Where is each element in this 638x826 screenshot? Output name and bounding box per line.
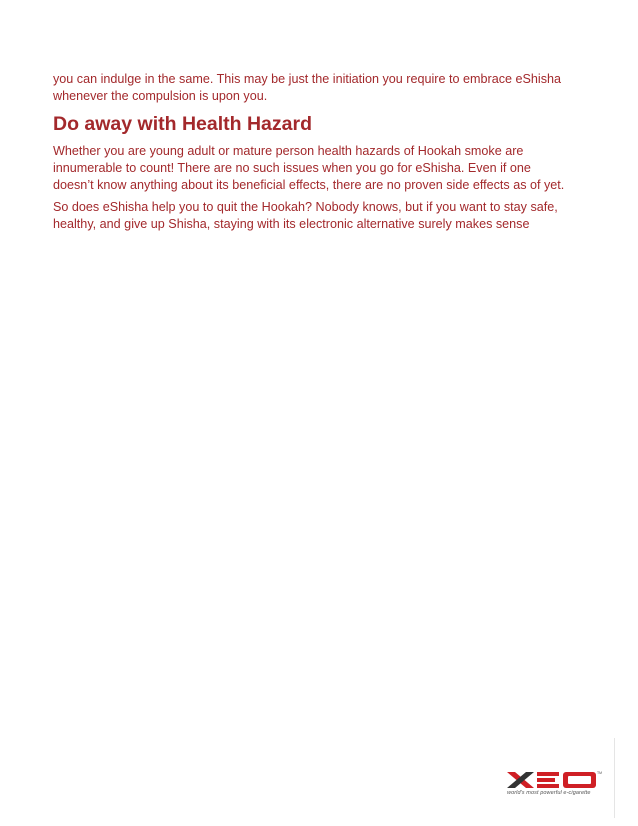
section-heading: Do away with Health Hazard (53, 113, 312, 135)
document-body (53, 71, 573, 233)
logo-letter-e (537, 772, 559, 788)
paragraph-continued: you can indulge in the same. This may be just the initiation you require to embrace eShisha whenever the compulsion is upon you. (53, 72, 562, 103)
logo-trademark: TM (597, 771, 603, 775)
logo-letter-o (563, 772, 596, 788)
footer-divider (614, 738, 615, 818)
paragraph-conclusion: So does eShisha help you to quit the Hookah? Nobody knows, but if you want to stay safe, healthy, and give up Shisha, staying with its electronic alternative surely makes sense (53, 200, 558, 231)
paragraph-health-hazards: Whether you are young adult or mature person health hazards of Hookah smoke are innumerable to count! There are no such issues when you go for eShisha. Even if one doesn’t know anything about its beneficial effects, there are no proven side effects as of yet. (53, 144, 565, 192)
xeo-logo (504, 768, 604, 808)
logo-tagline: world's most powerful e-cigarette (507, 790, 591, 796)
logo-letter-x (507, 772, 534, 788)
